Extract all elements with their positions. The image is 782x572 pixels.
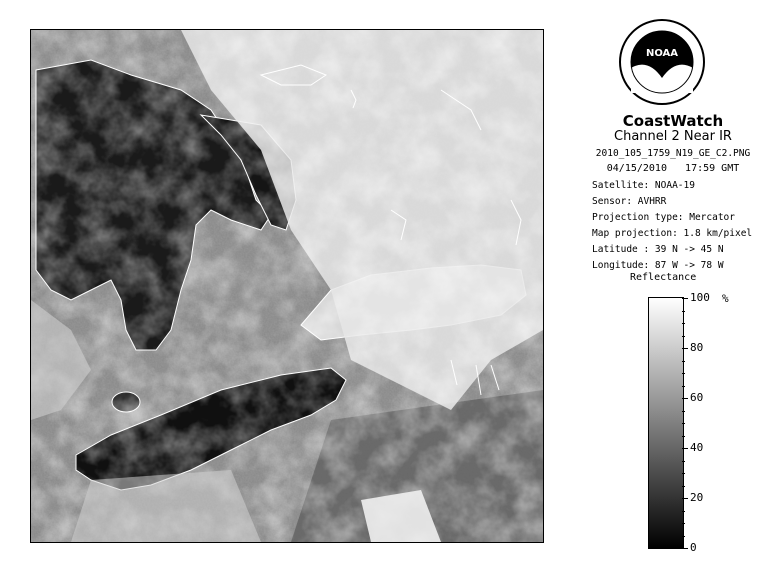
colorbar-minor-tick [682, 511, 685, 512]
acquisition-date: 04/15/2010 [606, 163, 667, 174]
colorbar-tick-label: 40 [690, 441, 704, 454]
colorbar-tick-label: 20 [690, 491, 704, 504]
image-filename: 2010_105_1759_N19_GE_C2.PNG [595, 148, 751, 159]
sensor-info: Sensor: AVHRR [592, 196, 667, 207]
colorbar-tick-label: 100 [690, 291, 710, 304]
longitude-range: Longitude: 87 W -> 78 W [592, 260, 724, 271]
acquisition-time: 17:59 GMT [685, 163, 740, 174]
colorbar-minor-tick [682, 523, 685, 524]
satellite-image [30, 29, 544, 543]
colorbar-tick-mark [682, 448, 688, 449]
colorbar-tick-mark [682, 548, 688, 549]
colorbar-minor-tick [682, 323, 685, 324]
colorbar-tick-mark [682, 298, 688, 299]
acquisition-datetime [568, 161, 778, 176]
colorbar-label: Reflectance [630, 272, 697, 283]
colorbar-tick-mark [682, 498, 688, 499]
colorbar-tick-mark [682, 348, 688, 349]
channel-subtitle: Channel 2 Near IR [614, 129, 732, 144]
logo-text: NOAA [645, 48, 679, 59]
colorbar-minor-tick [682, 373, 685, 374]
colorbar-minor-tick [682, 536, 685, 537]
colorbar-unit: % [722, 292, 729, 305]
colorbar-minor-tick [682, 361, 685, 362]
product-title: CoastWatch [622, 112, 724, 130]
satellite-info: Satellite: NOAA-19 [592, 180, 695, 191]
colorbar-minor-tick [682, 473, 685, 474]
projection-type: Projection type: Mercator [592, 212, 735, 223]
colorbar-minor-tick [682, 386, 685, 387]
colorbar-tick-label: 80 [690, 341, 704, 354]
colorbar-minor-tick [682, 486, 685, 487]
noaa-logo [618, 18, 706, 106]
colorbar-minor-tick [682, 336, 685, 337]
colorbar-minor-tick [682, 436, 685, 437]
colorbar-tick-mark [682, 398, 688, 399]
map-projection: Map projection: 1.8 km/pixel [592, 228, 753, 239]
colorbar-minor-tick [682, 311, 685, 312]
latitude-range: Latitude : 39 N -> 45 N [592, 244, 724, 255]
reflectance-colorbar [648, 297, 684, 549]
colorbar-minor-tick [682, 411, 685, 412]
colorbar-tick-label: 60 [690, 391, 704, 404]
colorbar-tick-label: 0 [690, 541, 697, 554]
colorbar-minor-tick [682, 461, 685, 462]
colorbar-minor-tick [682, 423, 685, 424]
